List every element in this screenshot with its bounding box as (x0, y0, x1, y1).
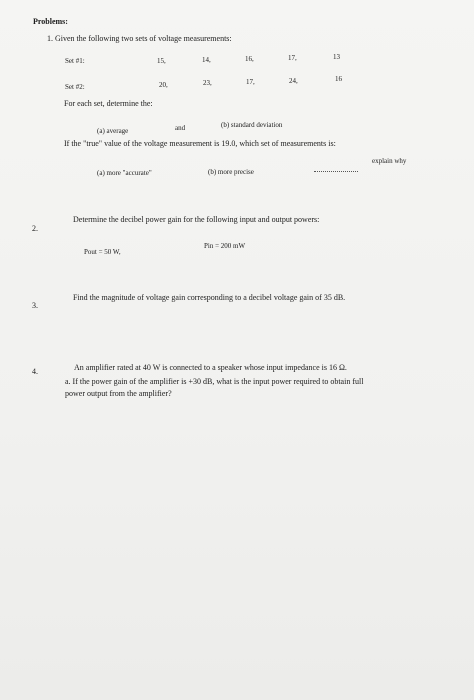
pout-value: Pout = 50 W, (84, 248, 121, 256)
option-more-precise: (b) more precise (208, 168, 254, 176)
set-1-value: 17, (288, 54, 297, 62)
problem-4a-line-1: a. If the power gain of the amplifier is +30 dB, what is the input power required to obtain full (65, 377, 364, 386)
set-2-value: 16 (335, 75, 342, 83)
problem-4-number: 4. (32, 367, 38, 376)
pin-value: Pin = 200 mW (204, 242, 246, 250)
problem-3-number: 3. (32, 301, 38, 310)
problem-2-text: Determine the decibel power gain for the following input and output powers: (73, 215, 320, 224)
option-more-accurate: (a) more "accurate" (97, 169, 152, 177)
set-2-value: 23, (203, 79, 212, 87)
set-1-value: 15, (157, 57, 166, 65)
problem-4a-line-2: power output from the amplifier? (65, 389, 172, 398)
option-standard-deviation: (b) standard deviation (221, 121, 283, 129)
problem-1-intro: 1. Given the following two sets of voltage measurements: (47, 34, 232, 43)
set-1-value: 14, (202, 56, 211, 64)
option-average: (a) average (97, 127, 129, 135)
and-text: and (175, 124, 186, 132)
explain-why-text: explain why (372, 157, 407, 165)
set-2-value: 24, (289, 77, 298, 85)
answer-blank-line (314, 171, 358, 172)
set-2-value: 20, (159, 81, 168, 89)
problem-3-text: Find the magnitude of voltage gain corresponding to a decibel voltage gain of 35 dB. (73, 293, 346, 302)
set-2-label: Set #2: (65, 83, 85, 91)
set-2-value: 17, (246, 78, 255, 86)
set-1-label: Set #1: (65, 57, 85, 65)
true-value-question: If the "true" value of the voltage measurement is 19.0, which set of measurements is: (64, 139, 336, 148)
for-each-set-text: For each set, determine the: (64, 99, 153, 108)
set-1-value: 16, (245, 55, 254, 63)
problem-4-text: An amplifier rated at 40 W is connected to a speaker whose input impedance is 16 Ω. (74, 363, 347, 372)
set-1-value: 13 (333, 53, 340, 61)
problems-heading: Problems: (33, 17, 68, 26)
problem-2-number: 2. (32, 224, 38, 233)
